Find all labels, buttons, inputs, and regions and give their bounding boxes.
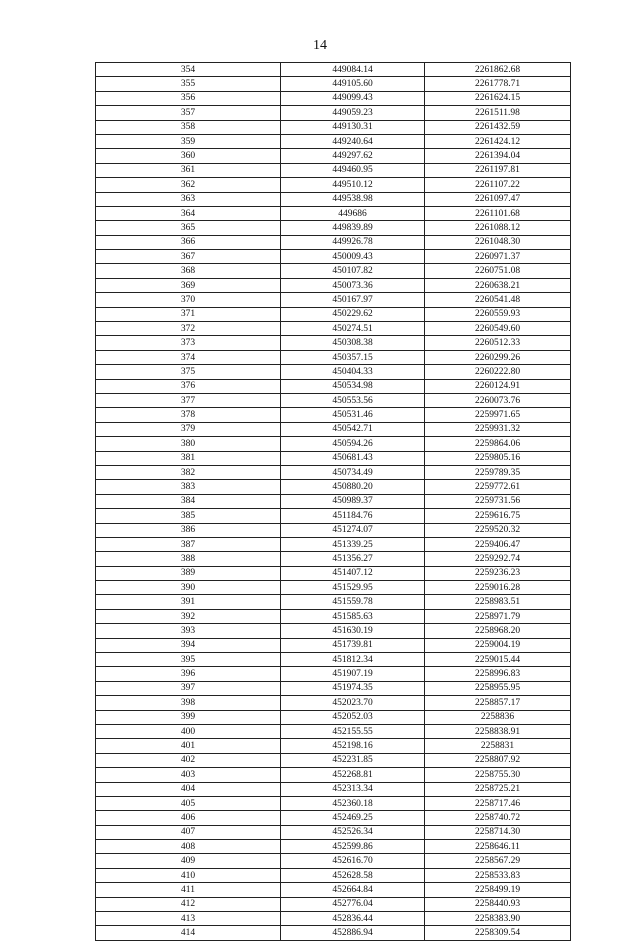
table-row <box>96 638 571 652</box>
table-row <box>96 293 571 307</box>
x-coordinate-cell: 450107.82 <box>281 264 425 278</box>
x-coordinate-cell: 451974.35 <box>281 681 425 695</box>
table-row <box>96 782 571 796</box>
x-coordinate-cell: 449926.78 <box>281 235 425 249</box>
y-coordinate-cell: 2259236.23 <box>425 566 571 580</box>
y-coordinate-cell: 2260073.76 <box>425 393 571 407</box>
point-number-cell: 356 <box>96 91 281 105</box>
point-number-cell: 404 <box>96 782 281 796</box>
point-number-cell: 399 <box>96 710 281 724</box>
y-coordinate-cell: 2258714.30 <box>425 825 571 839</box>
y-coordinate-cell: 2259016.28 <box>425 581 571 595</box>
y-coordinate-cell: 2260222.80 <box>425 365 571 379</box>
x-coordinate-cell: 452836.44 <box>281 912 425 926</box>
table-row <box>96 408 571 422</box>
table-row <box>96 206 571 220</box>
x-coordinate-cell: 449839.89 <box>281 221 425 235</box>
y-coordinate-cell: 2258807.92 <box>425 753 571 767</box>
y-coordinate-cell: 2261048.30 <box>425 235 571 249</box>
point-number-cell: 383 <box>96 480 281 494</box>
point-number-cell: 393 <box>96 624 281 638</box>
point-number-cell: 391 <box>96 595 281 609</box>
point-number-cell: 363 <box>96 192 281 206</box>
y-coordinate-cell: 2260971.37 <box>425 250 571 264</box>
table-row <box>96 106 571 120</box>
point-number-cell: 376 <box>96 379 281 393</box>
y-coordinate-cell: 2258646.11 <box>425 840 571 854</box>
y-coordinate-cell: 2260512.33 <box>425 336 571 350</box>
y-coordinate-cell: 2260751.08 <box>425 264 571 278</box>
y-coordinate-cell: 2258755.30 <box>425 768 571 782</box>
table-row <box>96 796 571 810</box>
table-row <box>96 897 571 911</box>
table-row <box>96 523 571 537</box>
point-number-cell: 372 <box>96 322 281 336</box>
table-row <box>96 422 571 436</box>
table-row <box>96 868 571 882</box>
y-coordinate-cell: 2258831 <box>425 739 571 753</box>
point-number-cell: 414 <box>96 926 281 940</box>
point-number-cell: 402 <box>96 753 281 767</box>
y-coordinate-cell: 2259015.44 <box>425 653 571 667</box>
point-number-cell: 377 <box>96 393 281 407</box>
y-coordinate-cell: 2258383.90 <box>425 912 571 926</box>
x-coordinate-cell: 451559.78 <box>281 595 425 609</box>
point-number-cell: 365 <box>96 221 281 235</box>
y-coordinate-cell: 2261101.68 <box>425 206 571 220</box>
point-number-cell: 357 <box>96 106 281 120</box>
table-row <box>96 393 571 407</box>
y-coordinate-cell: 2261424.12 <box>425 134 571 148</box>
point-number-cell: 364 <box>96 206 281 220</box>
y-coordinate-cell: 2258971.79 <box>425 609 571 623</box>
table-row <box>96 710 571 724</box>
x-coordinate-cell: 451407.12 <box>281 566 425 580</box>
point-number-cell: 354 <box>96 63 281 77</box>
y-coordinate-cell: 2258983.51 <box>425 595 571 609</box>
x-coordinate-cell: 450594.26 <box>281 437 425 451</box>
point-number-cell: 361 <box>96 163 281 177</box>
table-row <box>96 178 571 192</box>
table-row <box>96 739 571 753</box>
y-coordinate-cell: 2258968.20 <box>425 624 571 638</box>
x-coordinate-cell: 449297.62 <box>281 149 425 163</box>
x-coordinate-cell: 452198.16 <box>281 739 425 753</box>
point-number-cell: 405 <box>96 796 281 810</box>
x-coordinate-cell: 450542.71 <box>281 422 425 436</box>
x-coordinate-cell: 452052.03 <box>281 710 425 724</box>
x-coordinate-cell: 452155.55 <box>281 724 425 738</box>
point-number-cell: 379 <box>96 422 281 436</box>
x-coordinate-cell: 449510.12 <box>281 178 425 192</box>
point-number-cell: 368 <box>96 264 281 278</box>
y-coordinate-cell: 2260541.48 <box>425 293 571 307</box>
table-row <box>96 566 571 580</box>
point-number-cell: 384 <box>96 494 281 508</box>
point-number-cell: 410 <box>96 868 281 882</box>
point-number-cell: 358 <box>96 120 281 134</box>
table-row <box>96 480 571 494</box>
x-coordinate-cell: 451585.63 <box>281 609 425 623</box>
table-row <box>96 149 571 163</box>
x-coordinate-cell: 452268.81 <box>281 768 425 782</box>
x-coordinate-cell: 450404.33 <box>281 365 425 379</box>
point-number-cell: 374 <box>96 350 281 364</box>
y-coordinate-cell: 2258440.93 <box>425 897 571 911</box>
x-coordinate-cell: 449084.14 <box>281 63 425 77</box>
table-row <box>96 451 571 465</box>
table-row <box>96 840 571 854</box>
point-number-cell: 371 <box>96 307 281 321</box>
x-coordinate-cell: 452776.04 <box>281 897 425 911</box>
x-coordinate-cell: 452231.85 <box>281 753 425 767</box>
point-number-cell: 355 <box>96 77 281 91</box>
x-coordinate-cell: 452526.34 <box>281 825 425 839</box>
table-row <box>96 63 571 77</box>
table-row <box>96 753 571 767</box>
point-number-cell: 392 <box>96 609 281 623</box>
y-coordinate-cell: 2261778.71 <box>425 77 571 91</box>
table-row <box>96 120 571 134</box>
y-coordinate-cell: 2259864.06 <box>425 437 571 451</box>
table-row <box>96 724 571 738</box>
point-number-cell: 387 <box>96 537 281 551</box>
y-coordinate-cell: 2258857.17 <box>425 696 571 710</box>
y-coordinate-cell: 2258309.54 <box>425 926 571 940</box>
point-number-cell: 386 <box>96 523 281 537</box>
point-number-cell: 381 <box>96 451 281 465</box>
table-row <box>96 537 571 551</box>
x-coordinate-cell: 451356.27 <box>281 552 425 566</box>
table-row <box>96 322 571 336</box>
y-coordinate-cell: 2259406.47 <box>425 537 571 551</box>
y-coordinate-cell: 2261097.47 <box>425 192 571 206</box>
table-row <box>96 163 571 177</box>
x-coordinate-cell: 450989.37 <box>281 494 425 508</box>
y-coordinate-cell: 2258996.83 <box>425 667 571 681</box>
x-coordinate-cell: 451630.19 <box>281 624 425 638</box>
table-row <box>96 681 571 695</box>
table-row <box>96 667 571 681</box>
x-coordinate-cell: 452628.58 <box>281 868 425 882</box>
x-coordinate-cell: 451739.81 <box>281 638 425 652</box>
x-coordinate-cell: 451907.19 <box>281 667 425 681</box>
y-coordinate-cell: 2261107.22 <box>425 178 571 192</box>
point-number-cell: 389 <box>96 566 281 580</box>
y-coordinate-cell: 2258838.91 <box>425 724 571 738</box>
x-coordinate-cell: 451184.76 <box>281 509 425 523</box>
y-coordinate-cell: 2258533.83 <box>425 868 571 882</box>
x-coordinate-cell: 452313.34 <box>281 782 425 796</box>
y-coordinate-cell: 2259731.56 <box>425 494 571 508</box>
y-coordinate-cell: 2258725.21 <box>425 782 571 796</box>
table-row <box>96 350 571 364</box>
coordinates-table <box>95 62 571 941</box>
table-row <box>96 768 571 782</box>
point-number-cell: 413 <box>96 912 281 926</box>
x-coordinate-cell: 450308.38 <box>281 336 425 350</box>
y-coordinate-cell: 2261088.12 <box>425 221 571 235</box>
point-number-cell: 375 <box>96 365 281 379</box>
point-number-cell: 403 <box>96 768 281 782</box>
x-coordinate-cell: 451812.34 <box>281 653 425 667</box>
y-coordinate-cell: 2261511.98 <box>425 106 571 120</box>
table-row <box>96 624 571 638</box>
point-number-cell: 394 <box>96 638 281 652</box>
table-row <box>96 653 571 667</box>
x-coordinate-cell: 449538.98 <box>281 192 425 206</box>
y-coordinate-cell: 2260124.91 <box>425 379 571 393</box>
x-coordinate-cell: 450357.15 <box>281 350 425 364</box>
point-number-cell: 382 <box>96 465 281 479</box>
point-number-cell: 407 <box>96 825 281 839</box>
table-row <box>96 883 571 897</box>
point-number-cell: 395 <box>96 653 281 667</box>
x-coordinate-cell: 449686 <box>281 206 425 220</box>
x-coordinate-cell: 449240.64 <box>281 134 425 148</box>
x-coordinate-cell: 450880.20 <box>281 480 425 494</box>
y-coordinate-cell: 2259789.35 <box>425 465 571 479</box>
point-number-cell: 406 <box>96 811 281 825</box>
table-row <box>96 437 571 451</box>
y-coordinate-cell: 2260299.26 <box>425 350 571 364</box>
x-coordinate-cell: 450274.51 <box>281 322 425 336</box>
table-row <box>96 609 571 623</box>
point-number-cell: 373 <box>96 336 281 350</box>
x-coordinate-cell: 450167.97 <box>281 293 425 307</box>
table-row <box>96 134 571 148</box>
point-number-cell: 400 <box>96 724 281 738</box>
y-coordinate-cell: 2258567.29 <box>425 854 571 868</box>
table-row <box>96 552 571 566</box>
point-number-cell: 385 <box>96 509 281 523</box>
x-coordinate-cell: 452023.70 <box>281 696 425 710</box>
y-coordinate-cell: 2258836 <box>425 710 571 724</box>
x-coordinate-cell: 452616.70 <box>281 854 425 868</box>
x-coordinate-cell: 451529.95 <box>281 581 425 595</box>
table-row <box>96 365 571 379</box>
y-coordinate-cell: 2259004.19 <box>425 638 571 652</box>
y-coordinate-cell: 2261624.15 <box>425 91 571 105</box>
y-coordinate-cell: 2258740.72 <box>425 811 571 825</box>
x-coordinate-cell: 449099.43 <box>281 91 425 105</box>
table-row <box>96 854 571 868</box>
x-coordinate-cell: 450553.56 <box>281 393 425 407</box>
x-coordinate-cell: 452360.18 <box>281 796 425 810</box>
table-row <box>96 336 571 350</box>
point-number-cell: 359 <box>96 134 281 148</box>
point-number-cell: 408 <box>96 840 281 854</box>
point-number-cell: 409 <box>96 854 281 868</box>
x-coordinate-cell: 452664.84 <box>281 883 425 897</box>
point-number-cell: 370 <box>96 293 281 307</box>
y-coordinate-cell: 2260559.93 <box>425 307 571 321</box>
x-coordinate-cell: 452886.94 <box>281 926 425 940</box>
y-coordinate-cell: 2259292.74 <box>425 552 571 566</box>
x-coordinate-cell: 450073.36 <box>281 278 425 292</box>
table-row <box>96 91 571 105</box>
point-number-cell: 388 <box>96 552 281 566</box>
table-row <box>96 912 571 926</box>
table-row <box>96 595 571 609</box>
table-row <box>96 696 571 710</box>
table-row <box>96 264 571 278</box>
point-number-cell: 360 <box>96 149 281 163</box>
x-coordinate-cell: 449059.23 <box>281 106 425 120</box>
point-number-cell: 362 <box>96 178 281 192</box>
x-coordinate-cell: 451274.07 <box>281 523 425 537</box>
y-coordinate-cell: 2259772.61 <box>425 480 571 494</box>
table-row <box>96 235 571 249</box>
y-coordinate-cell: 2258955.95 <box>425 681 571 695</box>
y-coordinate-cell: 2259805.16 <box>425 451 571 465</box>
x-coordinate-cell: 450009.43 <box>281 250 425 264</box>
table-row <box>96 494 571 508</box>
table-row <box>96 825 571 839</box>
table-row <box>96 77 571 91</box>
table-row <box>96 379 571 393</box>
table-row <box>96 926 571 940</box>
y-coordinate-cell: 2260638.21 <box>425 278 571 292</box>
table-row <box>96 307 571 321</box>
point-number-cell: 401 <box>96 739 281 753</box>
point-number-cell: 369 <box>96 278 281 292</box>
table-row <box>96 221 571 235</box>
x-coordinate-cell: 452469.25 <box>281 811 425 825</box>
y-coordinate-cell: 2261432.59 <box>425 120 571 134</box>
y-coordinate-cell: 2260549.60 <box>425 322 571 336</box>
y-coordinate-cell: 2258499.19 <box>425 883 571 897</box>
table-row <box>96 278 571 292</box>
point-number-cell: 367 <box>96 250 281 264</box>
table-row <box>96 811 571 825</box>
y-coordinate-cell: 2259971.65 <box>425 408 571 422</box>
y-coordinate-cell: 2259616.75 <box>425 509 571 523</box>
y-coordinate-cell: 2259931.32 <box>425 422 571 436</box>
table-row <box>96 509 571 523</box>
point-number-cell: 412 <box>96 897 281 911</box>
page-number: 14 <box>313 38 327 53</box>
point-number-cell: 366 <box>96 235 281 249</box>
point-number-cell: 411 <box>96 883 281 897</box>
x-coordinate-cell: 450531.46 <box>281 408 425 422</box>
y-coordinate-cell: 2261197.81 <box>425 163 571 177</box>
y-coordinate-cell: 2261862.68 <box>425 63 571 77</box>
x-coordinate-cell: 449105.60 <box>281 77 425 91</box>
point-number-cell: 398 <box>96 696 281 710</box>
point-number-cell: 378 <box>96 408 281 422</box>
x-coordinate-cell: 450681.43 <box>281 451 425 465</box>
table-row <box>96 465 571 479</box>
x-coordinate-cell: 449130.31 <box>281 120 425 134</box>
point-number-cell: 390 <box>96 581 281 595</box>
x-coordinate-cell: 450734.49 <box>281 465 425 479</box>
table-row <box>96 192 571 206</box>
y-coordinate-cell: 2259520.32 <box>425 523 571 537</box>
table-row <box>96 581 571 595</box>
x-coordinate-cell: 450229.62 <box>281 307 425 321</box>
table-row <box>96 250 571 264</box>
coordinates-table-body <box>96 63 571 941</box>
y-coordinate-cell: 2258717.46 <box>425 796 571 810</box>
y-coordinate-cell: 2261394.04 <box>425 149 571 163</box>
point-number-cell: 380 <box>96 437 281 451</box>
x-coordinate-cell: 452599.86 <box>281 840 425 854</box>
x-coordinate-cell: 449460.95 <box>281 163 425 177</box>
x-coordinate-cell: 451339.25 <box>281 537 425 551</box>
point-number-cell: 396 <box>96 667 281 681</box>
x-coordinate-cell: 450534.98 <box>281 379 425 393</box>
point-number-cell: 397 <box>96 681 281 695</box>
